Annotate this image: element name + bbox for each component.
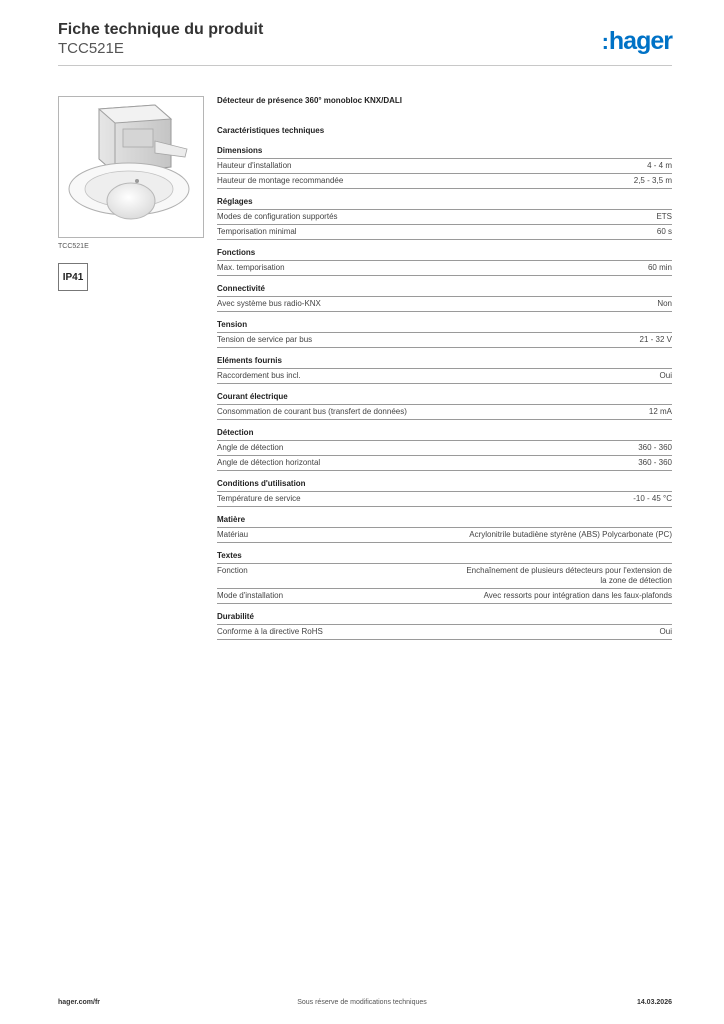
spec-row [217,333,672,348]
specs-heading: Caractéristiques techniques [217,126,325,135]
spec-sections [217,146,672,640]
spec-label: Fonction [217,566,248,575]
spec-label: Max. temporisation [217,263,285,272]
section-title: Matière [217,515,672,528]
spec-row [217,528,672,543]
spec-row [217,261,672,276]
footer-date: 14.03.2026 [636,999,672,1006]
section-title: Eléments fournis [217,356,672,369]
spec-section [217,428,672,471]
logo-dots-icon: : [601,29,608,54]
section-title: Courant électrique [217,392,672,405]
logo-text: hager [608,27,672,55]
section-title: Durabilité [217,612,672,625]
spec-row [217,225,672,240]
section-title: Connectivité [217,284,672,297]
spec-section [217,248,672,276]
spec-section [217,356,672,384]
spec-value: -10 - 45 °C [633,494,672,503]
spec-row [217,589,672,604]
spec-label: Avec système bus radio-KNX [217,299,321,308]
section-title: Détection [217,428,672,441]
spec-label: Matériau [217,530,249,539]
spec-section [217,515,672,543]
spec-value: 4 - 4 m [647,161,672,170]
spec-label: Conforme à la directive RoHS [217,627,323,636]
spec-label: Modes de configuration supportés [217,212,338,221]
spec-value: Avec ressorts pour intégration dans les faux-plafonds [483,591,672,600]
spec-row [217,174,672,189]
spec-row [217,564,672,589]
footer-disclaimer: Sous réserve de modifications techniques [297,999,427,1006]
spec-value: 60 s [656,227,672,236]
spec-label: Angle de détection horizontal [217,458,321,467]
spec-section [217,197,672,240]
spec-label: Tension de service par bus [217,335,313,344]
spec-section [217,284,672,312]
section-title: Textes [217,551,672,564]
spec-row [217,456,672,471]
document-title: Fiche technique du produit [58,21,264,38]
spec-row [217,159,672,174]
spec-label: Consommation de courant bus (transfert de données) [217,407,407,416]
spec-label: Temporisation minimal [217,227,297,236]
spec-value: 12 mA [648,407,672,416]
spec-label: Mode d'installation [217,591,284,600]
spec-value: Non [657,299,672,308]
spec-section [217,320,672,348]
spec-value: 360 - 360 [638,458,672,467]
header-divider [58,65,672,66]
spec-section [217,146,672,189]
specifications-panel [217,96,672,648]
presence-detector-illustration [59,97,203,237]
spec-section [217,479,672,507]
section-title: Dimensions [217,146,672,159]
spec-label: Hauteur d'installation [217,161,292,170]
spec-section [217,612,672,640]
spec-value: Acrylonitrile butadiène styrène (ABS) Polycarbonate (PC) [469,530,672,539]
section-title: Fonctions [217,248,672,261]
section-title: Conditions d'utilisation [217,479,672,492]
section-title: Tension [217,320,672,333]
spec-row [217,210,672,225]
spec-row [217,441,672,456]
spec-section [217,551,672,604]
spec-value: 21 - 32 V [639,335,672,344]
spec-value: 2,5 - 3,5 m [633,176,672,185]
footer-website: hager.com/fr [58,999,101,1006]
spec-value: Enchaînement de plusieurs détecteurs pour l'extension de la zone de détection [466,566,672,585]
page-header [58,20,263,58]
spec-value: Oui [659,371,672,380]
spec-value: 360 - 360 [638,443,672,452]
ip-rating-badge: IP41 [58,263,88,291]
spec-row [217,492,672,507]
spec-value: ETS [656,212,672,221]
spec-row [217,297,672,312]
spec-row [217,405,672,420]
product-name: Détecteur de présence 360° monobloc KNX/DALI [217,96,403,105]
image-caption: TCC521E [58,243,89,250]
spec-row [217,369,672,384]
product-image [58,96,204,238]
spec-row [217,625,672,640]
spec-label: Raccordement bus incl. [217,371,301,380]
spec-value: 60 min [647,263,672,272]
hager-logo [602,26,672,57]
spec-label: Température de service [217,494,301,503]
section-title: Réglages [217,197,672,210]
spec-label: Angle de détection [217,443,284,452]
spec-section [217,392,672,420]
spec-value: Oui [659,627,672,636]
product-reference: TCC521E [58,40,124,57]
spec-label: Hauteur de montage recommandée [217,176,344,185]
